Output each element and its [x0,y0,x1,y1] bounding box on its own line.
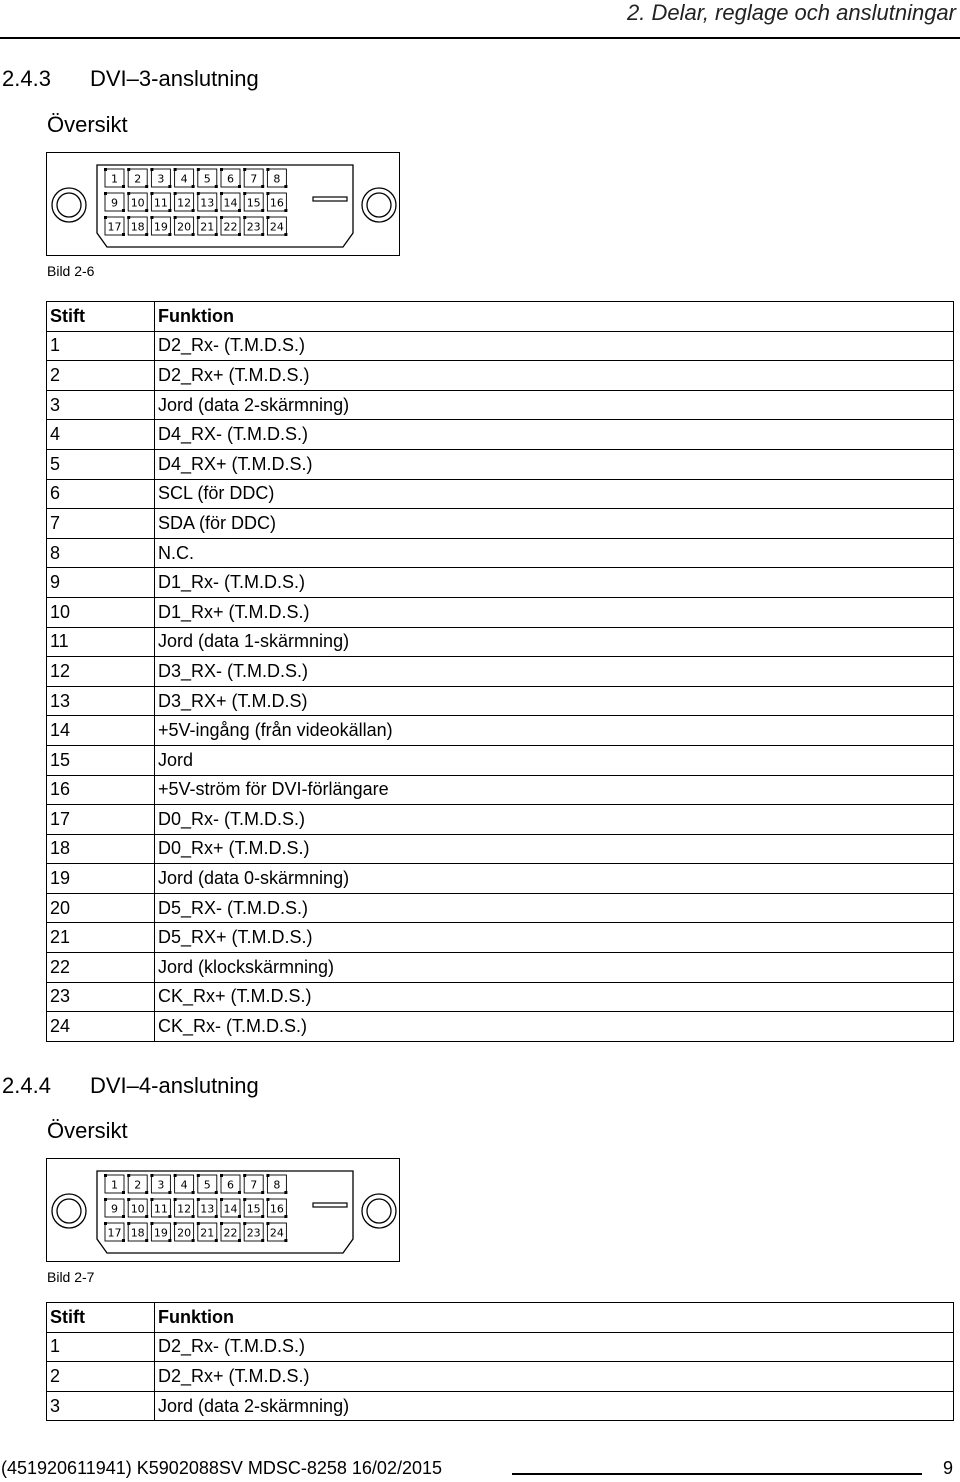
pin-marker [145,209,148,212]
pin-label: 20 [177,220,192,234]
pin-marker [238,233,241,236]
pin-function-cell: SCL (för DDC) [155,479,954,509]
section-number: 2.4.4 [2,1073,51,1098]
pin-function-cell: D3_RX- (T.M.D.S.) [155,657,954,687]
pin-marker [104,1174,107,1177]
subheading-oversikt: Översikt [47,1118,128,1143]
pin-marker [266,1222,269,1225]
pin-marker [261,1239,264,1242]
pin-function-cell: D0_Rx- (T.M.D.S.) [155,805,954,835]
pin-function-cell: D5_RX- (T.M.D.S.) [155,893,954,923]
pin-marker [104,168,107,171]
pin-marker [168,185,171,188]
pin-marker [215,1191,218,1194]
pin-marker [284,233,287,236]
section-number: 2.4.3 [2,66,51,91]
table-row [47,686,954,716]
pin-function-cell: Jord (data 0-skärmning) [155,864,954,894]
pin-marker [150,192,153,195]
pin-label: 8 [273,172,281,186]
pin-label: 18 [130,1226,145,1240]
dvi-connector-figure [46,152,400,256]
pin-marker [145,233,148,236]
pin-number-cell: 17 [47,805,155,835]
table-row [47,509,954,539]
dvi-connector-diagram [47,153,401,257]
pin-number-cell: 3 [47,390,155,420]
pin-marker [145,1191,148,1194]
table-row [47,657,954,687]
subheading-oversikt: Översikt [47,112,128,137]
pin-marker [197,1198,200,1201]
pin-number-cell: 2 [47,361,155,391]
pin-marker [150,168,153,171]
pin-marker [145,185,148,188]
section-heading-2-4-4 [2,1073,259,1099]
pin-label: 21 [200,1226,215,1240]
pin-marker [243,1198,246,1201]
pin-marker [266,192,269,195]
dvi-connector-figure [46,1158,400,1262]
pin-marker [168,1191,171,1194]
pin-marker [127,168,130,171]
figure-caption: Bild 2-6 [47,263,95,279]
pin-marker [104,1222,107,1225]
pin-number-cell: 3 [47,1391,155,1421]
pin-marker [243,1174,246,1177]
pin-marker [215,209,218,212]
pin-marker [174,168,177,171]
pin-label: 7 [250,1178,258,1192]
pin-number-cell: 10 [47,597,155,627]
table-row [47,390,954,420]
pin-function-cell: CK_Rx+ (T.M.D.S.) [155,982,954,1012]
table-row [47,864,954,894]
pin-marker [122,209,125,212]
pin-marker [220,1222,223,1225]
pin-label: 22 [223,1226,238,1240]
pin-label: 24 [269,1226,284,1240]
pin-marker [284,1215,287,1218]
pin-marker [127,192,130,195]
pin-marker [192,209,195,212]
pin-label: 3 [157,172,165,186]
pin-marker [243,192,246,195]
table-row [47,1012,954,1042]
pin-marker [220,192,223,195]
table-row [47,568,954,598]
pin-marker [197,216,200,219]
pin-table [46,301,954,1042]
pin-number-cell: 1 [47,1332,155,1362]
pin-function-cell: SDA (för DDC) [155,509,954,539]
pin-marker [122,1191,125,1194]
pin-marker [197,1174,200,1177]
pin-function-cell: Jord (data 2-skärmning) [155,390,954,420]
column-header-stift: Stift [47,302,155,332]
pin-marker [104,1198,107,1201]
screw-hole-inner-icon [367,193,391,217]
table-row [47,834,954,864]
pin-marker [261,185,264,188]
pin-marker [127,1174,130,1177]
pin-marker [150,1222,153,1225]
pin-marker [261,233,264,236]
pin-label: 22 [223,220,238,234]
pin-marker [220,216,223,219]
pin-label: 2 [134,172,142,186]
pin-number-cell: 21 [47,923,155,953]
pin-label: 21 [200,220,215,234]
pin-marker [266,1174,269,1177]
pin-table [46,1302,954,1421]
pin-function-cell: D2_Rx+ (T.M.D.S.) [155,1362,954,1392]
blade-slot [313,1203,347,1207]
pin-marker [238,1215,241,1218]
pin-marker [174,1198,177,1201]
pin-label: 20 [177,1226,192,1240]
pin-label: 16 [269,196,284,210]
pin-function-cell: Jord (klockskärmning) [155,953,954,983]
pin-function-cell: D4_RX- (T.M.D.S.) [155,420,954,450]
pin-marker [215,1215,218,1218]
pin-label: 19 [153,220,168,234]
pin-function-cell: Jord (data 2-skärmning) [155,1391,954,1421]
pin-marker [261,1191,264,1194]
table-header-row [47,302,954,332]
pin-function-cell: N.C. [155,538,954,568]
pin-marker [266,216,269,219]
section-heading-2-4-3 [2,66,259,92]
pin-marker [127,216,130,219]
pin-marker [238,1239,241,1242]
pin-marker [192,233,195,236]
table-row [47,716,954,746]
pin-marker [174,1222,177,1225]
pin-label: 4 [180,1178,188,1192]
pin-marker [192,1191,195,1194]
pin-marker [192,185,195,188]
pin-number-cell: 7 [47,509,155,539]
pin-label: 17 [107,1226,122,1240]
pin-marker [122,185,125,188]
pin-function-cell: +5V-ingång (från videokällan) [155,716,954,746]
pin-label: 13 [200,1202,215,1216]
header-rule [0,37,960,39]
pin-label: 7 [250,172,258,186]
pin-marker [150,1174,153,1177]
pin-label: 2 [134,1178,142,1192]
pin-function-cell: D5_RX+ (T.M.D.S.) [155,923,954,953]
pin-number-cell: 13 [47,686,155,716]
page-number: 9 [942,1458,953,1478]
pin-marker [197,1222,200,1225]
column-header-funktion: Funktion [155,302,954,332]
table-row [47,923,954,953]
pin-number-cell: 6 [47,479,155,509]
pin-label: 11 [153,196,168,210]
footer-doc-ref: (451920611941) K5902088SV MDSC-8258 16/02/2015 [1,1458,442,1478]
pin-marker [215,185,218,188]
pin-marker [150,216,153,219]
pin-label: 13 [200,196,215,210]
pin-marker [220,1174,223,1177]
pin-label: 14 [223,196,238,210]
pin-marker [192,1239,195,1242]
pin-number-cell: 5 [47,449,155,479]
pin-function-cell: D1_Rx- (T.M.D.S.) [155,568,954,598]
pin-label: 23 [246,220,261,234]
pin-marker [168,1215,171,1218]
pin-marker [150,1198,153,1201]
table-row [47,982,954,1012]
pin-label: 6 [227,1178,234,1192]
screw-hole-inner-icon [367,1199,391,1223]
pin-marker [145,1239,148,1242]
pin-function-cell: Jord [155,745,954,775]
pin-marker [104,216,107,219]
pin-marker [127,1198,130,1201]
pin-marker [261,209,264,212]
table-row [47,420,954,450]
pin-marker [238,209,241,212]
pin-marker [104,192,107,195]
pin-marker [192,1215,195,1218]
pin-label: 19 [153,1226,168,1240]
pin-label: 10 [130,1202,145,1216]
pin-number-cell: 4 [47,420,155,450]
pin-marker [215,233,218,236]
pin-label: 4 [180,172,188,186]
pin-number-cell: 14 [47,716,155,746]
pin-label: 18 [130,220,145,234]
pin-marker [220,1198,223,1201]
dvi-connector-diagram [47,1159,401,1263]
pin-label: 1 [111,1178,118,1192]
pin-label: 23 [246,1226,261,1240]
pin-number-cell: 19 [47,864,155,894]
pin-marker [266,168,269,171]
pin-function-cell: D2_Rx- (T.M.D.S.) [155,1332,954,1362]
pin-number-cell: 23 [47,982,155,1012]
table-row [47,893,954,923]
pin-label: 15 [246,1202,261,1216]
pin-marker [243,216,246,219]
pin-marker [122,1215,125,1218]
pin-function-cell: D1_Rx+ (T.M.D.S.) [155,597,954,627]
pin-marker [174,216,177,219]
pin-label: 6 [227,172,234,186]
column-header-funktion: Funktion [155,1303,954,1333]
pin-marker [174,192,177,195]
screw-hole-inner-icon [57,1199,81,1223]
pin-label: 17 [107,220,122,234]
table-row [47,597,954,627]
pin-marker [215,1239,218,1242]
pin-number-cell: 15 [47,745,155,775]
table-row [47,538,954,568]
pin-marker [197,192,200,195]
pin-function-cell: Jord (data 1-skärmning) [155,627,954,657]
pin-number-cell: 9 [47,568,155,598]
pin-number-cell: 12 [47,657,155,687]
section-title: DVI–4-anslutning [90,1073,259,1098]
pin-marker [122,1239,125,1242]
table-row [47,1362,954,1392]
pin-label: 9 [111,1202,118,1216]
pin-marker [197,168,200,171]
table-row [47,1391,954,1421]
section-title: DVI–3-anslutning [90,66,259,91]
footer-rule [512,1473,922,1475]
pin-marker [261,1215,264,1218]
table-row [47,775,954,805]
column-header-stift: Stift [47,1303,155,1333]
pin-marker [284,185,287,188]
blade-slot [313,197,347,201]
pin-label: 24 [269,220,284,234]
pin-label: 11 [153,1202,168,1216]
pin-label: 15 [246,196,261,210]
pin-number-cell: 1 [47,331,155,361]
pin-number-cell: 20 [47,893,155,923]
pin-label: 12 [177,196,192,210]
pin-number-cell: 8 [47,538,155,568]
pin-number-cell: 16 [47,775,155,805]
pin-label: 5 [203,1178,211,1192]
pin-marker [122,233,125,236]
table-row [47,449,954,479]
table-row [47,953,954,983]
pin-label: 8 [273,1178,281,1192]
pin-marker [127,1222,130,1225]
pin-function-cell: D2_Rx- (T.M.D.S.) [155,331,954,361]
pin-number-cell: 2 [47,1362,155,1392]
pin-number-cell: 18 [47,834,155,864]
pin-marker [168,233,171,236]
table-row [47,331,954,361]
pin-marker [174,1174,177,1177]
pin-marker [243,168,246,171]
pin-number-cell: 11 [47,627,155,657]
table-row [47,1332,954,1362]
table-header-row [47,1303,954,1333]
pin-marker [284,1191,287,1194]
pin-marker [238,185,241,188]
table-row [47,627,954,657]
pin-function-cell: D0_Rx+ (T.M.D.S.) [155,834,954,864]
pin-marker [266,1198,269,1201]
pin-label: 16 [269,1202,284,1216]
pin-marker [168,1239,171,1242]
pin-function-cell: CK_Rx- (T.M.D.S.) [155,1012,954,1042]
pin-label: 3 [157,1178,165,1192]
pin-label: 14 [223,1202,238,1216]
pin-label: 9 [111,196,118,210]
pin-label: 5 [203,172,211,186]
figure-caption: Bild 2-7 [47,1269,95,1285]
pin-function-cell: +5V-ström för DVI-förlängare [155,775,954,805]
pin-marker [238,1191,241,1194]
pin-function-cell: D3_RX+ (T.M.D.S) [155,686,954,716]
pin-label: 1 [111,172,118,186]
pin-marker [243,1222,246,1225]
table-row [47,745,954,775]
pin-marker [145,1215,148,1218]
pin-number-cell: 24 [47,1012,155,1042]
table-row [47,479,954,509]
pin-marker [284,1239,287,1242]
pin-number-cell: 22 [47,953,155,983]
pin-function-cell: D2_Rx+ (T.M.D.S.) [155,361,954,391]
pin-marker [168,209,171,212]
pin-label: 12 [177,1202,192,1216]
running-header: 2. Delar, reglage och anslutningar [627,0,956,25]
table-row [47,805,954,835]
table-row [47,361,954,391]
pin-label: 10 [130,196,145,210]
pin-marker [284,209,287,212]
pin-marker [220,168,223,171]
pin-function-cell: D4_RX+ (T.M.D.S.) [155,449,954,479]
screw-hole-inner-icon [57,193,81,217]
